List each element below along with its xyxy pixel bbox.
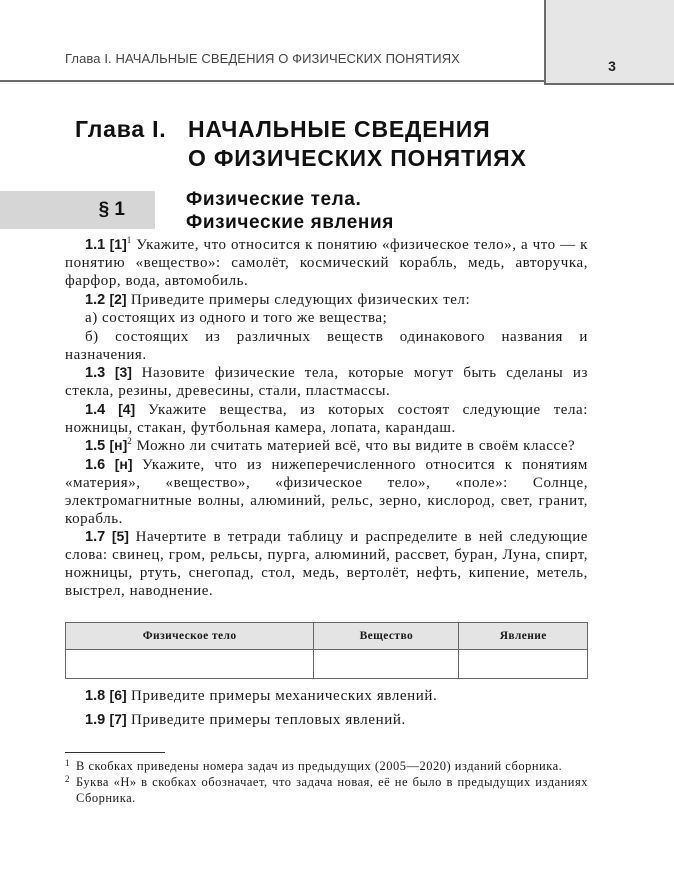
running-header: Глава I. НАЧАЛЬНЫЕ СВЕДЕНИЯ О ФИЗИЧЕСКИХ ПОНЯТИЯХ [65,51,460,66]
footnote-mark: 1 [126,235,132,245]
problem-text: Укажите вещества, из которых состоят следующие тела: ножницы, стакан, футбольная камера, лопата, карандаш. [65,401,588,436]
chapter-label: Глава I. [75,116,167,142]
problem [65,708,588,732]
footnote-text: В скобках приведены номера задач из предыдущих (2005—2020) изданий сборника. [76,759,563,773]
problems-list-after-table [65,684,588,732]
footnote [65,758,588,774]
problem [65,236,588,290]
chapter-title-line2: О ФИЗИЧЕСКИХ ПОНЯТИЯХ [188,145,527,171]
problem-number: 1.4 [85,401,106,418]
table-cell [459,650,588,679]
problem-text: Укажите, что из нижеперечисленного относится к понятиям «материя», «вещество», «физическое тело», «поле»: Солнце, электромагнитные волны, алюминий, рельс, зерно, кислород, свет, гранит, корабль. [65,456,588,527]
section-title-line2: Физические явления [186,212,394,233]
problem [65,528,588,600]
table-header: Физическое тело [66,623,314,650]
problem-ref: [5] [111,528,129,544]
problem-ref: [1] [109,236,127,252]
page-number-box [544,0,674,85]
problem-ref: [2] [109,290,127,307]
problem-text: а) состоящих из одного и того же вещества; [85,310,388,326]
problem-ref: [7] [109,711,127,727]
footnote-mark: 2 [127,436,133,446]
table-header: Явление [459,623,588,650]
footnote [65,774,588,806]
problem-ref: [н] [109,437,128,453]
table-row [66,650,588,679]
footnote-text: Буква «Н» в скобках обозначает, что задача новая, её не было в предыдущих изданиях Сборника. [76,775,588,805]
table-cell [66,650,314,679]
section-number: § 1 [98,199,125,220]
section-title-line1: Физические тела. [186,189,362,210]
problem-text: Приведите примеры механических явлений. [131,688,438,704]
problem-number: 1.7 [85,529,106,545]
section-number-box [0,191,155,229]
problem-ref: [3] [114,364,132,380]
chapter-title [75,115,527,173]
problem-number: 1.1 [85,237,106,253]
problem-text: Приведите примеры тепловых явлений. [131,712,406,728]
problem-ref: [4] [118,400,136,417]
footnotes [65,758,588,806]
problem-number: 1.6 [85,456,106,473]
table-cell [314,650,459,679]
problem [65,684,588,708]
problem-text: б) состоящих из различных веществ одинакового названия и назначения. [65,328,588,363]
problem-text: Укажите, что относится к понятию «физическое тело», а что — к понятию «вещество»: самолёт, космический корабль, медь, авторучка, фарфор, вода, автомобиль. [65,237,588,289]
problem-number: 1.2 [85,291,106,308]
problem-subitem [65,328,588,364]
table-header-row [66,623,588,650]
problems-list [65,236,588,601]
problem [65,401,588,437]
problem-ref: [н] [114,455,133,472]
problem-number: 1.3 [85,365,106,381]
problem [65,291,588,309]
chapter-title-line1: НАЧАЛЬНЫЕ СВЕДЕНИЯ [188,116,491,142]
section-title [186,188,394,234]
problem [65,364,588,400]
problem-ref: [6] [109,687,127,703]
page-number: 3 [608,58,616,74]
problem-number: 1.8 [85,688,106,704]
classification-table [65,622,588,679]
problem-number: 1.9 [85,712,106,728]
problem-number: 1.5 [85,438,106,454]
problem [65,437,588,455]
table-header: Вещество [314,623,459,650]
problem-text: Приведите примеры следующих физических тел: [130,291,471,308]
problem-text: Назовите физические тела, которые могут быть сделаны из стекла, резины, древесины, стали, пластмассы. [65,365,588,399]
problem [65,456,588,528]
header-rule [0,80,546,82]
problem-text: Начертите в тетради таблицу и распределите в ней следующие слова: свинец, гром, рельсы, пурга, алюминий, рассвет, буран, Луна, спирт, ножницы, ртуть, снегопад, стол, медь, вертолёт, нефть, кипение, метель, выстрел, наводнение. [65,529,588,599]
problem-subitem [65,309,588,327]
footnote-rule [65,752,165,753]
footnote-mark: 2 [65,774,70,784]
problem-text: Можно ли считать материей всё, что вы видите в своём классе? [136,438,576,454]
footnote-mark: 1 [65,758,70,768]
